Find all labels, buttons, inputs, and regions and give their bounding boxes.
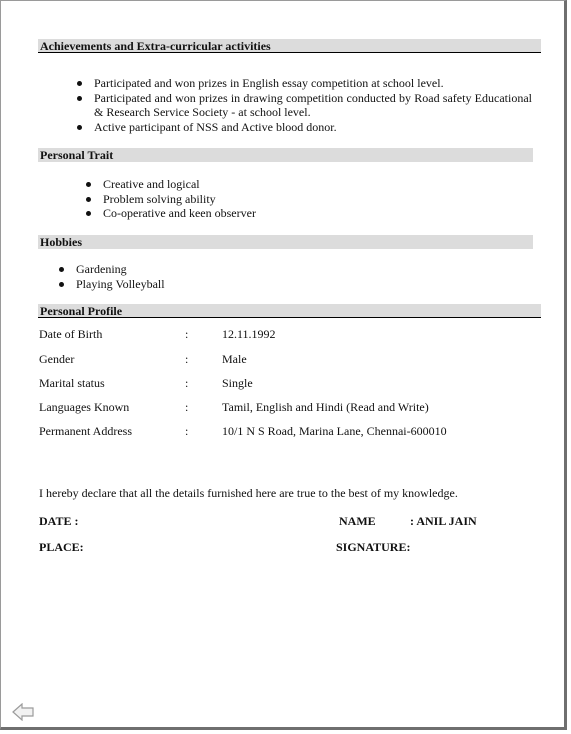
personal-profile-heading: Personal Profile	[38, 304, 541, 318]
list-item: Gardening	[76, 262, 376, 277]
list-item: Participated and won prizes in English essay competition at school level.	[94, 76, 532, 91]
profile-row-gender	[39, 352, 539, 366]
list-item: Creative and logical	[103, 177, 403, 192]
profile-value: Male	[222, 352, 247, 366]
back-arrow-icon[interactable]	[12, 703, 34, 726]
list-item: Problem solving ability	[103, 192, 403, 207]
profile-value: 12.11.1992	[222, 327, 276, 341]
profile-row-address	[39, 424, 539, 438]
hobbies-heading: Hobbies	[38, 235, 533, 249]
profile-colon: :	[185, 376, 189, 390]
declaration-text: I hereby declare that all the details furnished here are true to the best of my knowledge.	[39, 486, 458, 500]
profile-label: Gender	[39, 352, 75, 366]
profile-row-dob	[39, 327, 539, 341]
profile-label: Date of Birth	[39, 327, 103, 341]
profile-colon: :	[185, 327, 189, 341]
profile-row-marital-status	[39, 376, 539, 390]
achievements-heading: Achievements and Extra-curricular activities	[38, 39, 541, 53]
hobbies-list	[76, 262, 376, 291]
place-label: PLACE:	[39, 540, 84, 554]
profile-colon: :	[185, 400, 189, 414]
date-label: DATE :	[39, 514, 79, 528]
profile-label: Permanent Address	[39, 424, 132, 438]
profile-colon: :	[185, 352, 189, 366]
profile-label: Languages Known	[39, 400, 130, 414]
name-label: NAME	[339, 514, 376, 528]
profile-colon: :	[185, 424, 189, 438]
name-value: : ANIL JAIN	[410, 514, 477, 528]
profile-label: Marital status	[39, 376, 105, 390]
profile-value: Single	[222, 376, 253, 390]
profile-value: 10/1 N S Road, Marina Lane, Chennai-600010	[222, 424, 447, 438]
profile-row-languages	[39, 400, 539, 414]
personal-trait-list	[103, 177, 403, 221]
list-item: Playing Volleyball	[76, 277, 376, 292]
signature-label: SIGNATURE:	[336, 540, 411, 554]
achievements-list	[94, 76, 532, 134]
list-item: Co-operative and keen observer	[103, 206, 403, 221]
list-item: Participated and won prizes in drawing competition conducted by Road safety Educational & Research Service Society - at school level.	[94, 90, 532, 119]
profile-value: Tamil, English and Hindi (Read and Write)	[222, 400, 429, 414]
personal-trait-heading: Personal Trait	[38, 148, 533, 162]
list-item: Active participant of NSS and Active blood donor.	[94, 120, 532, 135]
